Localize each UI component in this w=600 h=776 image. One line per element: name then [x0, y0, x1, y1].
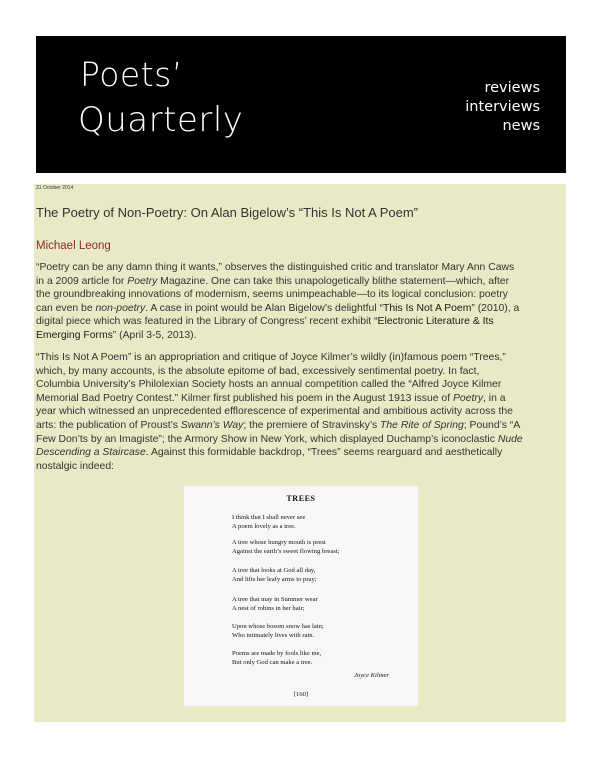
paragraph-1: [36, 261, 564, 343]
text-line: nostalgic indeed:: [36, 460, 114, 472]
article-body: [34, 184, 566, 722]
exhibit-link[interactable]: Electronic Literature & Its: [377, 316, 494, 328]
this-is-not-a-poem-link[interactable]: This Is Not A Poem: [383, 302, 472, 314]
text-line: “Poetry can be any damn thing it wants,” observes the distinguished critic and translator Mary Ann Caws: [36, 262, 515, 273]
text-line: which, by many accounts, is the absolute epitome of bad, excessively sentimental poetry. In fact,: [36, 365, 480, 377]
text-line: Columbia University’s Philolexian Society hosts an annual competition called the “Alfred Joyce Kilmer: [36, 379, 502, 391]
main-nav: [465, 79, 540, 136]
text-line: Emerging Forms” (April 3-5, 2013).: [36, 329, 197, 341]
poem-stanza: A tree that may in Summer wear A nest of robins in her hair;: [232, 596, 318, 612]
logo-line-2[interactable]: Quarterly: [78, 100, 244, 140]
poem-title: TREES: [286, 494, 316, 503]
poem-stanza: A tree that looks at God all day, And lifts her leafy arms to pray;: [232, 567, 317, 583]
nav-interviews[interactable]: interviews: [465, 99, 540, 115]
poem-stanza: A tree whose hungry mouth is prest Against the earth’s sweet flowing breast;: [232, 539, 340, 555]
poem-stanza: Poems are made by fools like me, But only God can make a tree.: [232, 650, 322, 666]
poem-stanza: Upon whose bosom snow has lain; Who intimately lives with rain.: [232, 623, 324, 639]
site-header: [36, 36, 566, 173]
exhibit-link-cont[interactable]: Emerging Forms: [36, 329, 113, 341]
nav-news[interactable]: news: [502, 118, 540, 134]
poem-stanza: I think that I shall never see A poem lovely as a tree.: [232, 514, 306, 530]
poem-signature: Joyce Kilmer: [354, 672, 389, 679]
text-line: digital piece which was featured in the Library of Congress’ recent exhibit “Electronic Literature & Its: [36, 316, 494, 328]
text-line: “This Is Not A Poem” is an appropriation and critique of Joyce Kilmer’s wildly (in)famous poem “Trees,”: [36, 352, 506, 363]
text-line: year which witnessed an unprecedented efflorescence of experimental and ambitious activity across the: [36, 406, 513, 418]
poem-image: [184, 486, 418, 706]
article-title: The Poetry of Non-Poetry: On Alan Bigelow’s “This Is Not A Poem”: [36, 205, 418, 220]
paragraph-2: [36, 351, 564, 473]
text-line: in a 2009 article for Poetry Magazine. One can take this unapologetically blithe statement—which, after: [36, 275, 510, 287]
article-author[interactable]: Michael Leong: [36, 240, 111, 252]
text-line: the groundbreaking innovations of modernism, seems unimpeachable—to its logical conclusion: poetry: [36, 289, 508, 301]
poem-page-number: [160]: [293, 691, 309, 698]
text-line: Descending a Staircase. Against this formidable backdrop, “Trees” seems rearguard and aesthetically: [36, 447, 503, 459]
article-date: 31 October 2014: [36, 185, 74, 191]
logo-line-1[interactable]: Poets’: [80, 55, 183, 94]
nav-reviews[interactable]: reviews: [484, 80, 540, 96]
text-line: Memorial Bad Poetry Contest.” Kilmer first published his poem in the August 1913 issue of Poetry, in a: [36, 392, 506, 404]
text-line: can even be non-poetry. A case in point would be Alan Bigelow’s delightful “This Is Not A Poem” (2010), a: [36, 302, 520, 314]
text-line: Few Don’ts by an Imagiste”; the Armory Show in New York, which displayed Duchamp’s iconoclastic Nude: [36, 433, 523, 445]
text-line: arts: the publication of Proust’s Swann’s Way; the premiere of Stravinsky’s The Rite of Spring; Pound’s “A: [36, 419, 521, 431]
